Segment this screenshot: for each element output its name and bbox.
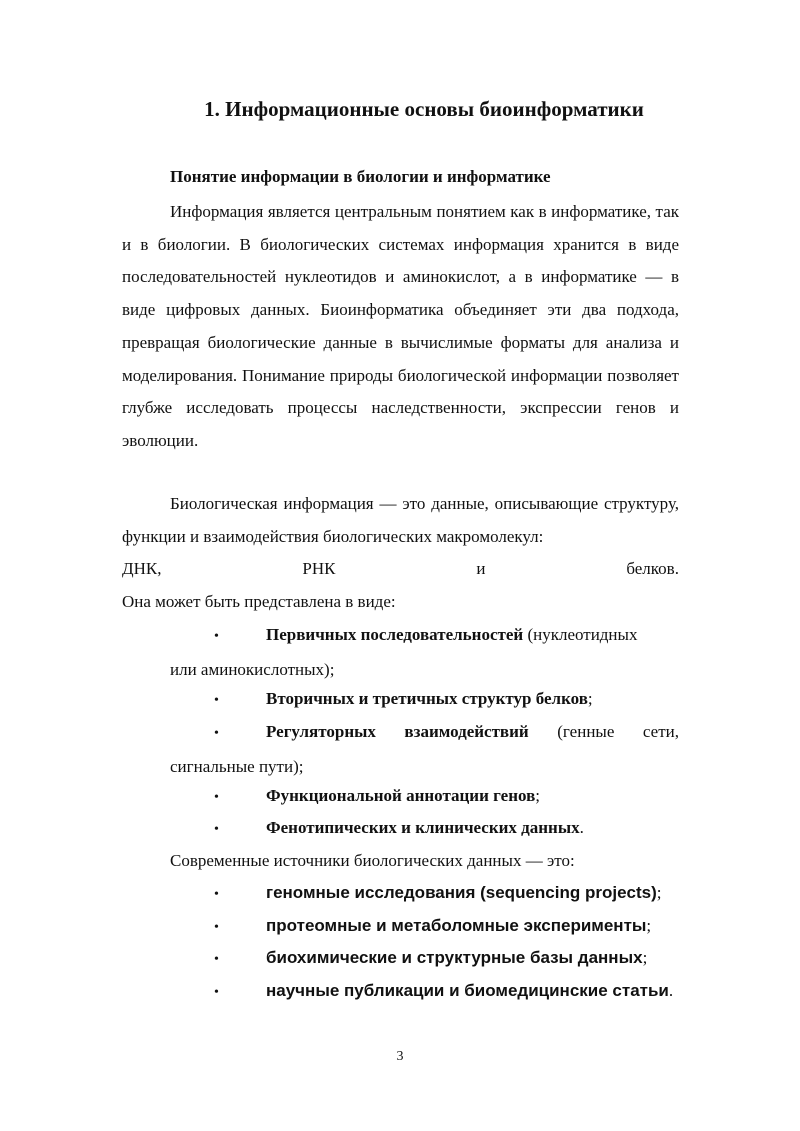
list-item [170,877,679,912]
bullet-icon: • [214,629,219,644]
list-item [170,683,679,718]
chapter-title: 1. Информационные основы биоинформатики [204,97,644,121]
list-item-bold: биохимические и структурные базы данных [266,948,643,967]
bullet-icon: • [214,952,219,967]
bullet-icon: • [214,920,219,935]
sources-intro: Современные источники биологических данных — это: [170,851,575,870]
list-item [170,910,679,945]
bullet-icon: • [214,790,219,805]
list-item-bold: Вторичных и третичных структур белков [266,689,588,708]
list-item-rest: (генные сети, [528,722,679,741]
section-title: Понятие информации в биологии и информатике [170,167,551,186]
list-item-rest: ; [587,689,593,708]
list-item-rest: . [668,981,674,1000]
list-item-rest: ; [656,883,662,902]
bullet-icon: • [214,985,219,1000]
bullet-icon: • [214,693,219,708]
word-dnk: ДНК, [122,559,162,578]
list-item [170,975,679,1010]
list-item [170,780,679,815]
bullet-icon: • [214,726,219,741]
list-item-bold: геномные исследования (sequencing projects) [266,883,657,902]
word-proteins: белков. [626,559,679,578]
list-item [170,716,679,783]
list-item-bold: научные публикации и биомедицинские статьи [266,981,669,1000]
list-item-bold: Функциональной аннотации генов [266,786,536,805]
list-item-bold: Регуляторных взаимодействий [266,722,529,741]
paragraph-biological-information: Биологическая информация — это данные, описывающие структуру, функции и взаимодействия биологических макромолекул: [122,494,679,546]
paragraph-information-concept: Информация является центральным понятием как в информатике, так и в биологии. В биологических системах информация хранится в виде последовательностей нуклеотидов и аминокислот, а в информатике — в виде цифровых данных. Биоинформатика объединяет эти два подхода, превращая биологические данные в вычислимые форматы для анализа и моделирования. Понимание природы биологической информации позволяет глубже исследовать процессы наследственности, экспрессии генов и эволюции. [122,202,679,450]
list-item-continuation: сигнальные пути); [170,756,304,776]
list-item-rest: ; [646,916,652,935]
list-item [170,812,679,847]
bullet-icon: • [214,822,219,837]
list-item-bold: протеомные и метаболомные эксперименты [266,916,647,935]
representation-intro: Она может быть представлена в виде: [122,592,396,611]
list-item-rest: ; [642,948,648,967]
word-and: и [476,559,486,578]
list-item-rest: ; [535,786,540,805]
list-item-continuation: или аминокислотных); [170,659,335,679]
macromolecules-line [122,553,679,586]
list-item [170,942,679,977]
page-number: 3 [396,1049,404,1064]
list-item-bold: Фенотипических и клинических данных [266,818,580,837]
list-item-rest: (нуклеотидных [523,625,638,644]
word-rnk: РНК [302,559,336,578]
list-item [170,619,679,686]
list-item-bold: Первичных последовательностей [266,625,524,644]
bullet-icon: • [214,887,219,902]
list-item-rest: . [579,818,584,837]
